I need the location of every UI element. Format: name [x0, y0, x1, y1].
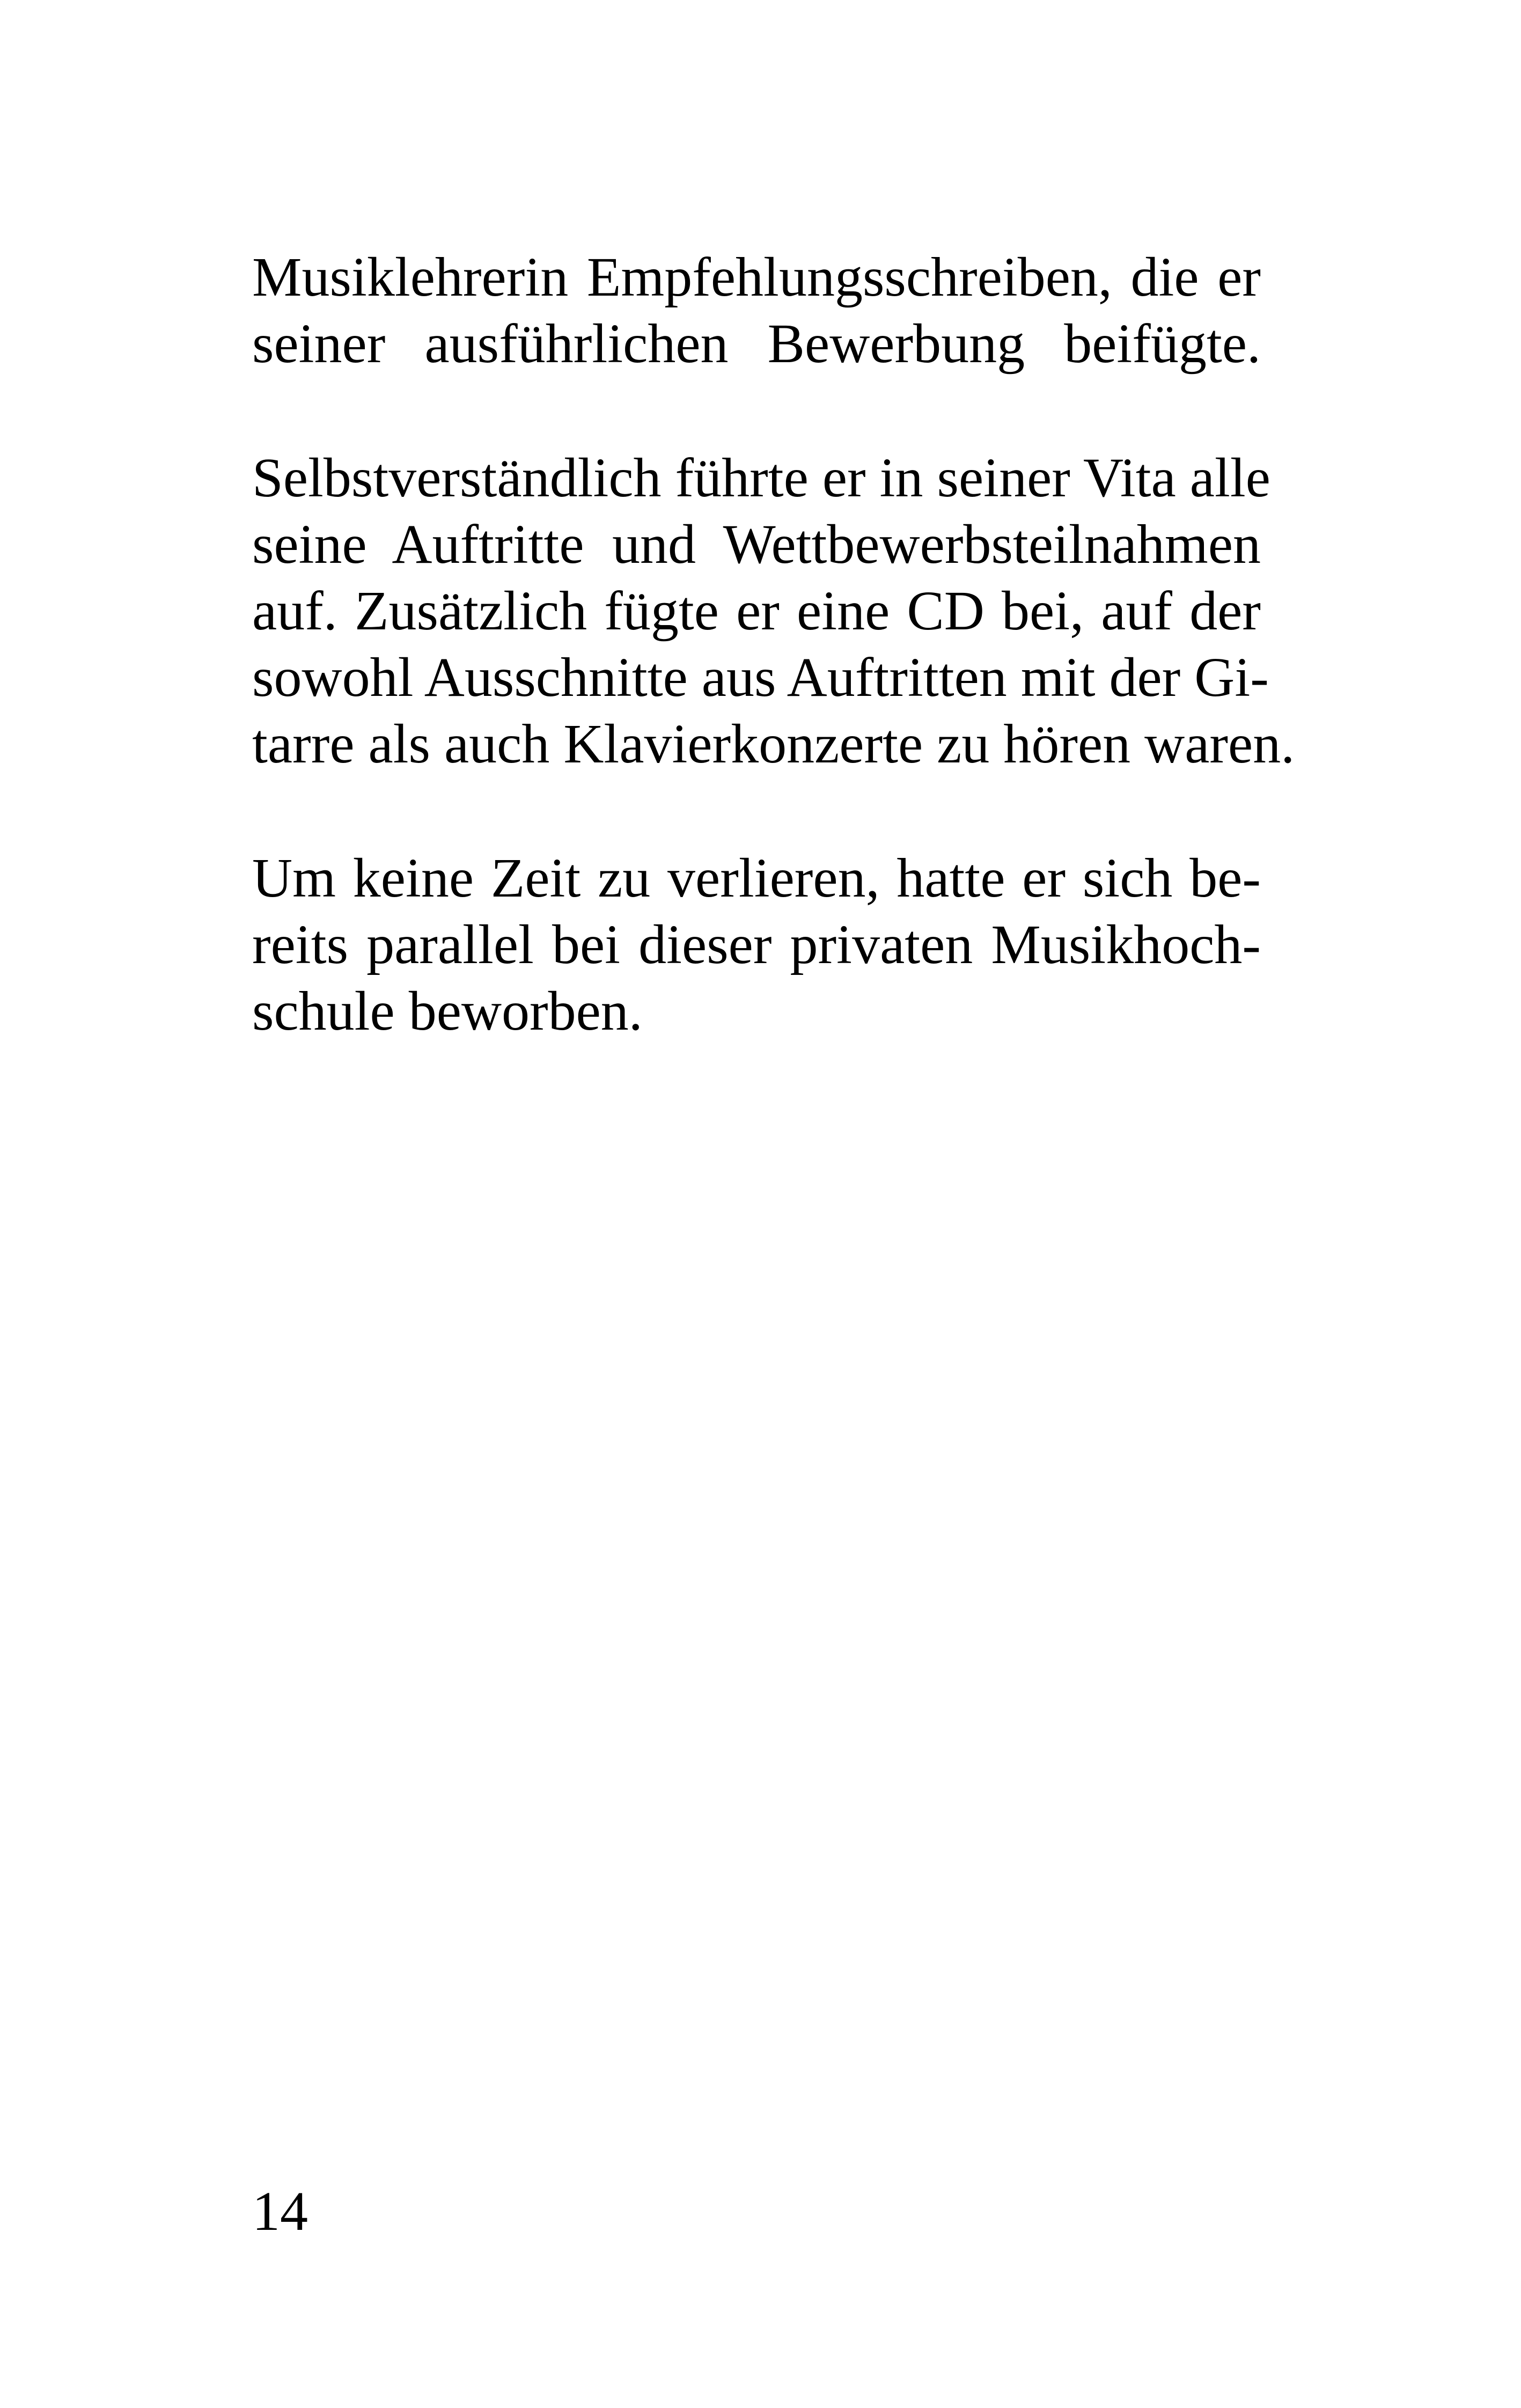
- paragraph-3: [252, 845, 1261, 1045]
- text-line: tarre als auch Klavierkonzerte zu hören waren.: [252, 713, 1295, 775]
- text-line: schule beworben.: [252, 980, 643, 1042]
- body-text: [252, 244, 1295, 1112]
- text-line: Um keine Zeit zu verlieren, hatte er sich be-: [252, 847, 1261, 909]
- paragraph-2: [252, 445, 1295, 777]
- text-line: reits parallel bei dieser privaten Musikhoch-: [252, 914, 1261, 975]
- text-line: Musiklehrerin Empfehlungsschreiben, die er: [252, 246, 1261, 308]
- text-line: sowohl Ausschnitte aus Auftritten mit der Gi-: [252, 647, 1269, 708]
- text-line: seiner ausführlichen Bewerbung beifügte.: [252, 313, 1261, 375]
- page-number: 14: [252, 2181, 308, 2242]
- text-line: auf. Zusätzlich fügte er eine CD bei, auf der: [252, 580, 1261, 642]
- text-line: Selbstverständlich führte er in seiner Vita alle: [252, 447, 1270, 509]
- paragraph-1: [252, 244, 1261, 377]
- text-line: seine Auftritte und Wettbewerbsteilnahmen: [252, 513, 1261, 575]
